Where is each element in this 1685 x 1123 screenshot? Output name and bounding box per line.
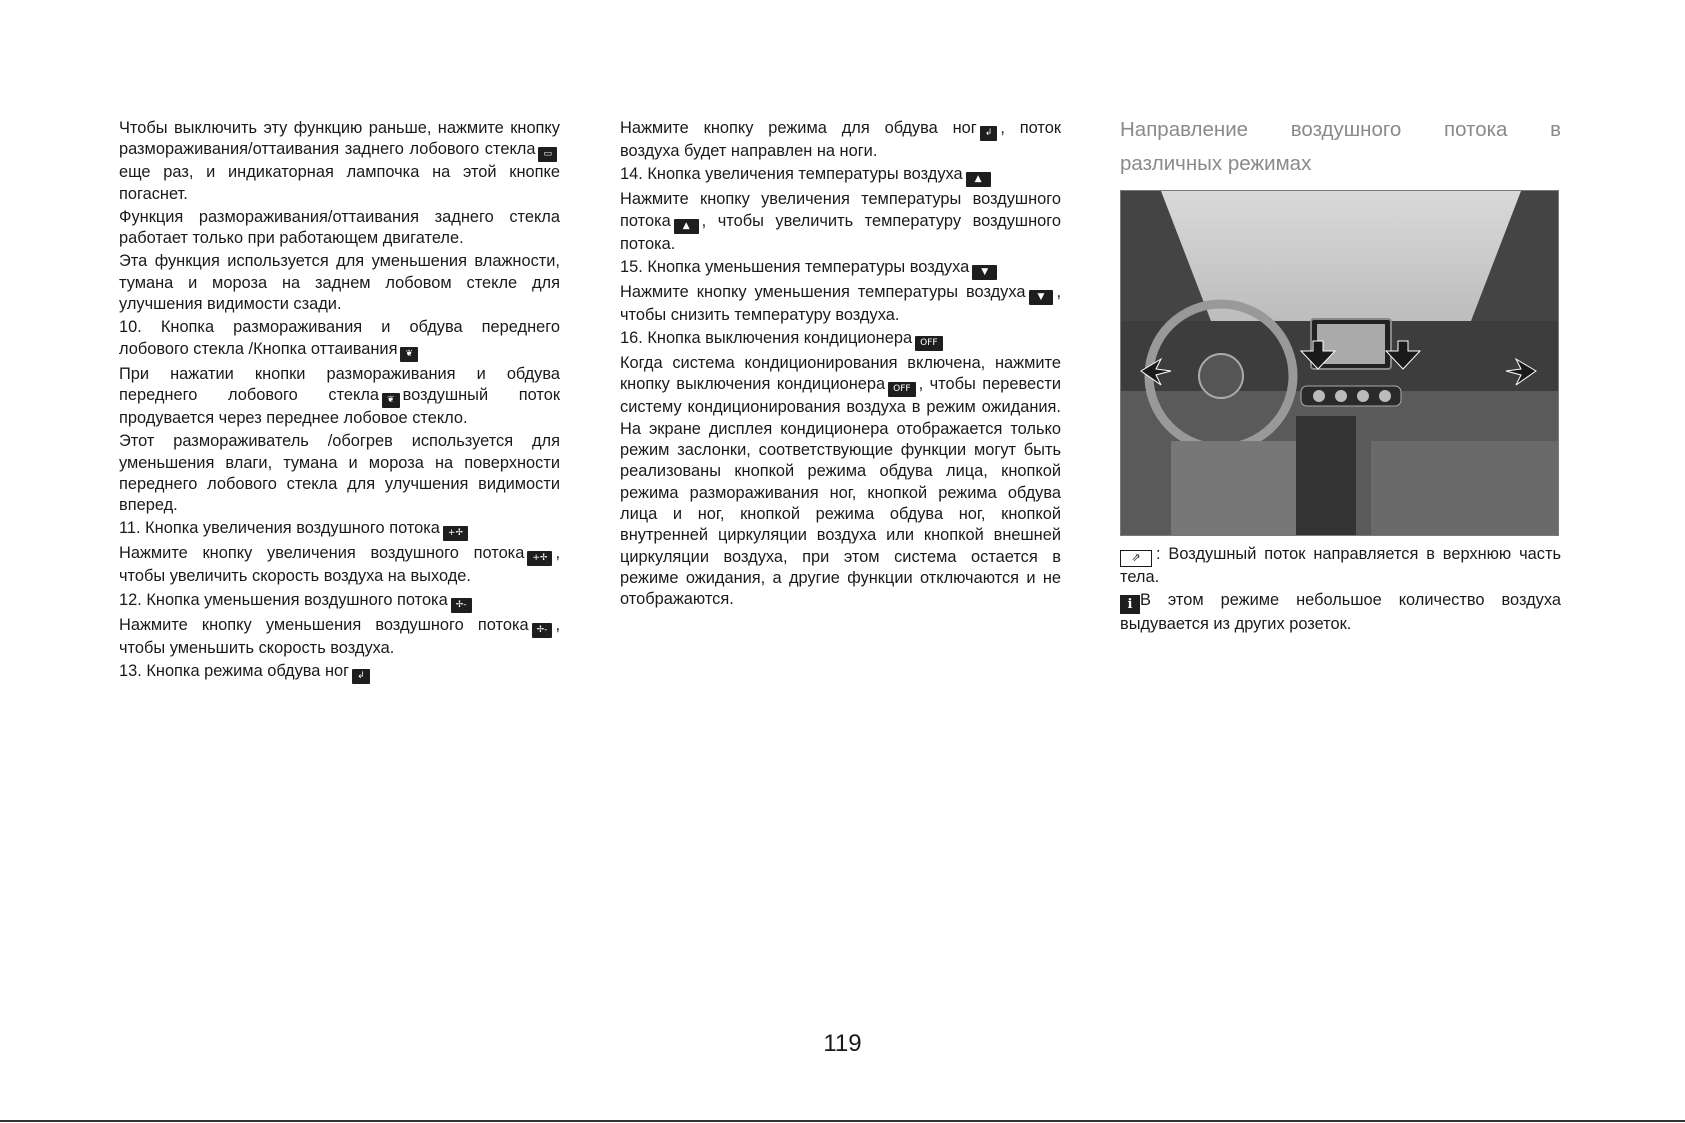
paragraph: Когда система кондиционирования включена, нажмите кнопку выключения кондиционера OFF , чтобы перевести систему кондиционирования воздуха в режим ожидания. На экране дисплея кондиционера отображается только режим заслонки, соответствующие функции могут быть реализованы кнопкой режима обдува лица, кнопкой режима размораживания ног, кнопкой режима обдува лица и ног, кнопкой режима обдува ног, кнопкой внутренней циркуляции воздуха или кнопкой внешней циркуляции воздуха, при этом система остается в режиме ожидания, а другие функции отключаются и не отображаются.: [620, 354, 1061, 609]
section-title: Направление воздушного потока в: [1120, 118, 1561, 141]
ac-off-icon: OFF: [888, 382, 915, 397]
fan-up-icon: +✢: [443, 526, 468, 541]
paragraph: Функция размораживания/оттаивания заднего стекла работает только при работающем двигателе.: [119, 207, 560, 248]
paragraph: Нажмите кнопку увеличения воздушного потока +✢ , чтобы увеличить скорость воздуха на выходе.: [119, 544, 560, 586]
right-column: [1120, 118, 1561, 638]
section-heading: 16. Кнопка выключения кондиционера OFF: [620, 328, 1061, 351]
section-heading: 13. Кнопка режима обдува ног ↲: [119, 661, 560, 684]
paragraph: Этот размораживатель /обогрев используется для уменьшения влаги, тумана и мороза на поверхности переднего лобового стекла для улучшения видимости вперед.: [119, 432, 560, 515]
info-note: i В этом режиме небольшое количество воздуха выдувается из других розеток.: [1120, 591, 1561, 634]
left-column: [119, 118, 560, 686]
section-heading: 15. Кнопка уменьшения температуры воздуха ▼: [620, 257, 1061, 280]
dashboard-airflow-figure: [1120, 190, 1559, 536]
face-mode-icon: ⇗: [1120, 550, 1152, 567]
paragraph: Нажмите кнопку уменьшения воздушного потока ✢- , чтобы уменьшить скорость воздуха.: [119, 615, 560, 657]
front-defrost-icon: ❦: [382, 393, 400, 408]
section-title-line2: различных режимах: [1120, 152, 1312, 175]
middle-column: [620, 118, 1061, 612]
rear-defrost-icon: ▭: [538, 147, 557, 162]
info-icon: i: [1120, 595, 1140, 614]
temp-up-icon: ▲: [966, 172, 991, 187]
section-heading: 11. Кнопка увеличения воздушного потока +✢: [119, 518, 560, 541]
fan-down-icon: ✢-: [451, 598, 472, 613]
fan-up-icon: +✢: [527, 551, 552, 566]
section-heading: 14. Кнопка увеличения температуры воздуха ▲: [620, 164, 1061, 187]
paragraph: Нажмите кнопку режима для обдува ног ↲ , поток воздуха будет направлен на ноги.: [620, 119, 1061, 160]
bottom-rule: [0, 1120, 1685, 1122]
page-number: 119: [823, 1030, 862, 1057]
section-heading: 10. Кнопка размораживания и обдува переднего лобового стекла /Кнопка оттаивания ❦: [119, 317, 560, 361]
paragraph: Эта функция используется для уменьшения влажности, тумана и мороза на заднем лобовом стекле для улучшения видимости сзади.: [119, 252, 560, 314]
temp-down-icon: ▼: [1029, 290, 1054, 305]
paragraph: Нажмите кнопку увеличения температуры воздушного потока ▲ , чтобы увеличить температуру воздушного потока.: [620, 190, 1061, 253]
paragraph: Чтобы выключить эту функцию раньше, нажмите кнопку размораживания/оттаивания заднего лобового стекла ▭еще раз, и индикаторная лампочка на этой кнопке погаснет.: [119, 119, 560, 203]
section-heading: 12. Кнопка уменьшения воздушного потока ✢-: [119, 590, 560, 613]
figure-caption: ⇗ : Воздушный поток направляется в верхнюю часть тела.: [1120, 545, 1561, 586]
dashboard-illustration: [1121, 191, 1558, 535]
paragraph: При нажатии кнопки размораживания и обдува переднего лобового стекла ❦ воздушный поток продувается через переднее лобовое стекло.: [119, 364, 560, 427]
front-defrost-icon: ❦: [400, 347, 418, 362]
foot-mode-icon: ↲: [352, 669, 370, 684]
ac-off-icon: OFF: [915, 336, 942, 351]
foot-mode-icon: ↲: [980, 126, 998, 141]
temp-up-icon: ▲: [674, 219, 699, 234]
fan-down-icon: ✢-: [532, 623, 553, 638]
temp-down-icon: ▼: [972, 265, 997, 280]
paragraph: Нажмите кнопку уменьшения температуры воздуха ▼ , чтобы снизить температуру воздуха.: [620, 282, 1061, 324]
